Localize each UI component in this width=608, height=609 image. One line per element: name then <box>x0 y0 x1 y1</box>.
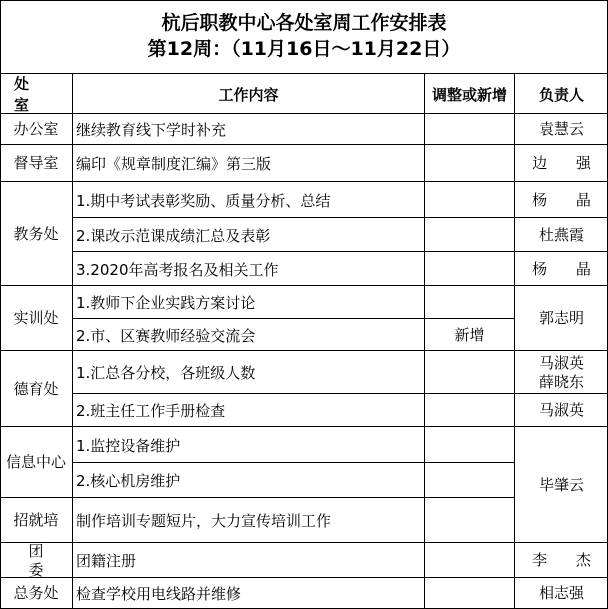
owner-academic-2: 杜燕霞 <box>538 225 584 244</box>
header-office <box>0 74 72 114</box>
owner-general: 相志强 <box>538 584 584 602</box>
task-office: 继续教育线下学时补充 <box>76 121 227 139</box>
dept-recruit: 招就培 <box>13 511 59 529</box>
adjust-league <box>425 543 514 578</box>
header-owner: 负责人 <box>538 85 584 104</box>
header-adjust: 调整或新增 <box>431 85 507 104</box>
owner-training: 郭志明 <box>538 309 584 327</box>
owner-supervision <box>515 145 608 182</box>
adjust-info-1 <box>425 427 514 463</box>
dept-training: 实训处 <box>13 309 59 327</box>
dept-academic: 教务处 <box>13 224 59 243</box>
dept-moral: 德育处 <box>13 379 59 398</box>
task-supervision: 编印《规章制度汇编》第三版 <box>76 155 272 173</box>
adjust-info-2 <box>425 463 514 498</box>
dept-league <box>0 543 72 578</box>
task-info-1: 1.监控设备维护 <box>76 436 181 455</box>
adjust-academic-2 <box>425 218 514 252</box>
owner-moral-1 <box>515 351 608 394</box>
dept-general: 总务处 <box>13 584 59 602</box>
task-league: 团籍注册 <box>76 552 137 570</box>
dept-office: 办公室 <box>13 120 59 138</box>
adjust-office <box>425 114 514 145</box>
adjust-training-1 <box>425 286 514 319</box>
task-general: 检查学校用电线路并维修 <box>76 585 242 603</box>
task-academic-2: 2.课改示范课成绩汇总及表彰 <box>76 226 271 245</box>
owner-moral-2: 马淑英 <box>538 401 584 419</box>
owner-league <box>515 543 608 578</box>
owner-academic-3 <box>515 252 608 286</box>
owner-office: 袁慧云 <box>538 120 584 138</box>
owner-supervision-label: 边 强 <box>532 154 603 172</box>
header-content: 工作内容 <box>218 85 279 104</box>
adjust-moral-2 <box>425 394 514 427</box>
dept-league-label: 团 委 <box>28 541 56 579</box>
task-academic-1: 1.期中考试表彰奖励、质量分析、总结 <box>76 191 331 210</box>
adjust-academic-1 <box>425 182 514 218</box>
task-recruit: 制作培训专题短片，大力宣传培训工作 <box>76 512 332 530</box>
task-training-1: 1.教师下企业实践方案讨论 <box>76 294 256 312</box>
adjust-general <box>425 578 514 609</box>
owner-academic-1 <box>515 182 608 218</box>
adjust-academic-3 <box>425 252 514 286</box>
task-moral-2: 2.班主任工作手册检查 <box>76 402 226 420</box>
adjust-moral-1 <box>425 351 514 394</box>
dept-supervision: 督导室 <box>13 154 59 172</box>
owner-moral-1-line1: 马淑英 <box>538 353 584 372</box>
owner-academic-3-label: 杨 晶 <box>532 259 603 278</box>
owner-info-recruit: 毕肇云 <box>538 475 584 494</box>
week-subtitle: 第12周：（11月16日～11月22日） <box>147 38 461 60</box>
dept-info: 信息中心 <box>5 453 66 471</box>
task-info-2: 2.核心机房维护 <box>76 472 181 490</box>
owner-league-label: 李 杰 <box>532 551 603 569</box>
adjust-training-2: 新增 <box>454 325 485 344</box>
page-title: 杭后职教中心各处室周工作安排表 <box>161 12 447 34</box>
task-moral-1: 1.汇总各分校，各班级人数 <box>76 364 256 382</box>
task-academic-3: 3.2020年高考报名及相关工作 <box>76 260 279 279</box>
adjust-supervision <box>425 145 514 182</box>
header-office-label: 处 室 <box>14 75 44 114</box>
owner-academic-1-label: 杨 晶 <box>532 190 603 209</box>
adjust-recruit <box>425 498 514 543</box>
task-training-2: 2.市、区赛教师经验交流会 <box>76 326 256 345</box>
owner-moral-1-line2: 薛晓东 <box>538 372 584 391</box>
